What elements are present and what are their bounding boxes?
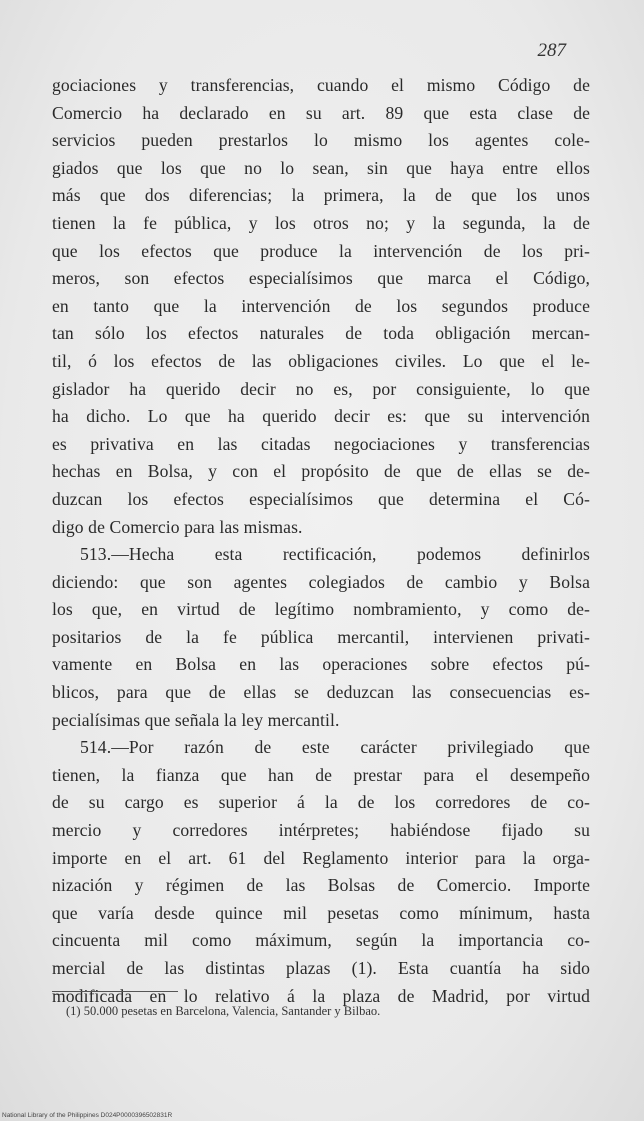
text-line: en tanto que la intervención de los segundos produce (52, 295, 590, 316)
text-line: los que, en virtud de legítimo nombramiento, y como de- (52, 599, 590, 620)
text-line: más que dos diferencias; la primera, la de que los unos (52, 185, 590, 206)
text-line: duzcan los efectos especialísimos que determina el Có- (52, 488, 590, 509)
footnote: (1) 50.000 pesetas en Barcelona, Valencia, Santander y Bilbao. (66, 1004, 381, 1018)
text-line: mercial de las distintas plazas (1). Esta cuantía ha sido (52, 958, 590, 978)
paragraph-513-start: 513.—Hecha esta rectificación, podemos definirlos (80, 544, 590, 565)
text-line: tan sólo los efectos naturales de toda obligación mercan- (52, 323, 590, 344)
text-line: mercio y corredores intérpretes; habiéndose fijado su (52, 820, 590, 841)
footnote-divider (52, 991, 178, 992)
page-number: 287 (537, 40, 566, 61)
text-line: meros, son efectos especialísimos que marca el Código, (52, 268, 590, 289)
text-line: hechas en Bolsa, y con el propósito de que de ellas se de- (52, 461, 590, 482)
text-line: modificada en lo relativo á la plaza de Madrid, por virtud (52, 985, 590, 1006)
text-line: til, ó los efectos de las obligaciones civiles. Lo que el le- (52, 350, 590, 371)
text-line: giados que los que no lo sean, sin que haya entre ellos (52, 157, 590, 178)
text-line: Comercio ha declarado en su art. 89 que esta clase de (52, 102, 590, 123)
text-line: vamente en Bolsa en las operaciones sobre efectos pú- (52, 654, 590, 675)
paragraph-514-start: 514.—Por razón de este carácter privilegiado que (80, 737, 590, 758)
text-line: tienen la fe pública, y los otros no; y la segunda, la de (52, 212, 590, 233)
text-line: tienen, la fianza que han de prestar para el desempeño (52, 764, 590, 785)
text-line: cincuenta mil como máximum, según la importancia co- (52, 930, 590, 951)
text-line: diciendo: que son agentes colegiados de cambio y Bolsa (52, 571, 590, 592)
text-line: es privativa en las citadas negociaciones y transferencias (52, 433, 590, 454)
text-line: gislador ha querido decir no es, por consiguiente, lo que (52, 378, 590, 399)
text-line: positarios de la fe pública mercantil, intervienen privati- (52, 626, 590, 647)
text-line: ha dicho. Lo que ha querido decir es: que su intervención (52, 406, 590, 427)
text-line: gociaciones y transferencias, cuando el mismo Código de (52, 75, 590, 95)
body-text (52, 72, 590, 1010)
library-watermark: National Library of the Philippines D024P0000396502831R (2, 1112, 173, 1119)
text-line: blicos, para que de ellas se deduzcan las consecuencias es- (52, 682, 590, 703)
text-line: que varía desde quince mil pesetas como mínimum, hasta (52, 902, 590, 923)
text-line: servicios pueden prestarlos lo mismo los agentes cole- (52, 130, 590, 151)
text-line: digo de Comercio para las mismas. (52, 516, 303, 537)
text-line: pecialísimas que señala la ley mercantil. (52, 709, 340, 730)
text-line: nización y régimen de las Bolsas de Comercio. Importe (52, 875, 590, 896)
text-line: de su cargo es superior á la de los corredores de co- (52, 792, 590, 813)
text-line: importe en el art. 61 del Reglamento interior para la orga- (52, 847, 590, 868)
text-line: que los efectos que produce la intervención de los pri- (52, 240, 590, 261)
